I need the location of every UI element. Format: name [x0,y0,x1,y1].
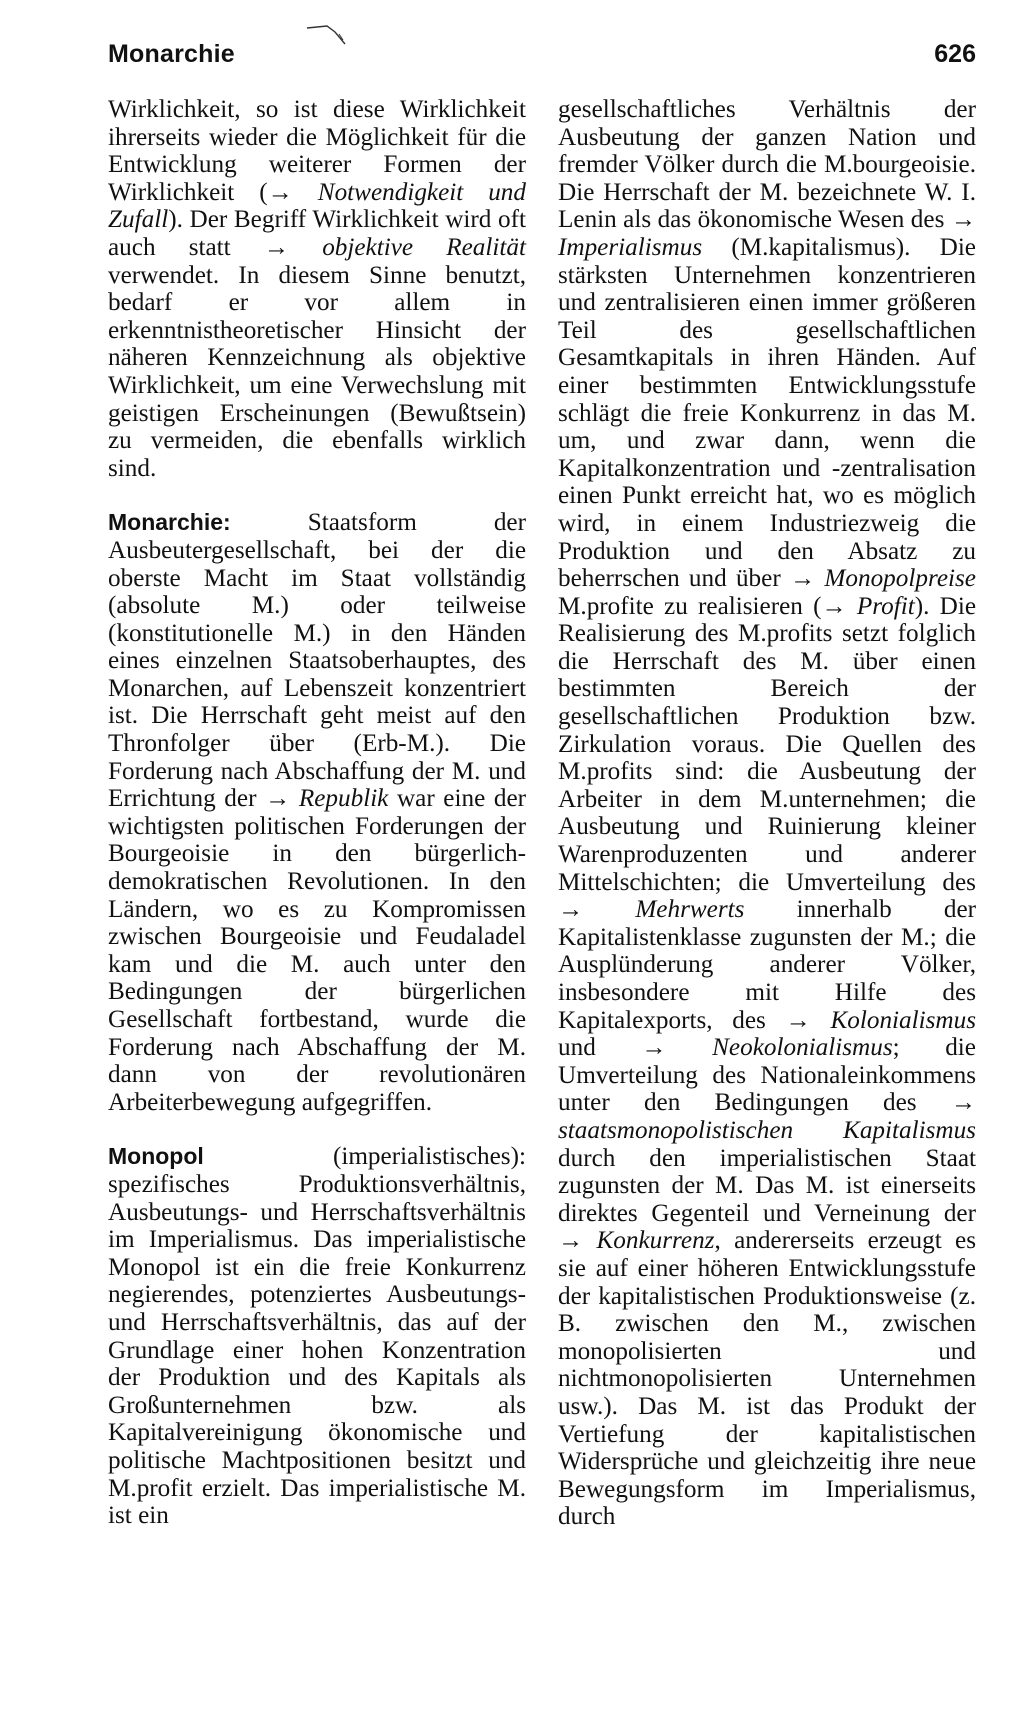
entry-text: ). Die Realisierung des M.profits setzt folglich die Herrschaft des M. über einen bestimmten Bereich der gesellschaftlichen Produktion bzw. Zirkulation voraus. Die Quellen des M.profits sind: die Ausbeutung der Arbeiter in dem M.unternehmen; die Ausbeutung und Ruinierung kleiner Warenproduzenten und anderer Mittelschichten; die Umverteilung des [558,592,977,896]
cross-reference: Kolonialismus [830,1006,977,1034]
arrow-icon: → [267,178,293,206]
cross-reference: Neokolonialismus [712,1034,893,1062]
entry-text: innerhalb der Kapitalistenklasse zugunsten der M.; die Ausplünderung anderer Völker, insbesondere mit Hilfe des Kapitalexports, des [558,896,977,1034]
cross-reference: staatsmonopolistischen Kapitalismus [558,1116,976,1144]
entry-text: war eine der wichtigsten politischen Forderungen der Bourgeoisie in den bürgerlich-demokratischen Revolutionen. In den Ländern, wo es zu Kompromissen zwischen Bourgeoisie und Feudaladel kam und die M. auch unter den Bedingungen der bürgerlichen Gesellschaft fortbestand, wurde die Forderung nach Abschaffung der M. dann von der revolutionären Arbeiterbewegung aufgegriffen. [108,785,527,1116]
cross-reference: Monopolpreise [824,565,976,593]
cross-reference: Profit [856,592,915,620]
arrow-icon: → [558,896,584,924]
cross-reference: objektive Realität [322,233,526,261]
cross-reference: Notwendigkeit und Zufall [108,178,526,234]
cross-reference: Imperialismus [558,233,703,261]
entry-text: (imperialistisches): spezifisches Produktionsverhältnis, Ausbeutungs- und Herrschaftsverhältnis im Imperialismus. Das imperialistische Monopol ist ein die freie Konkurrenz negierendes, potenziertes Ausbeutungs- und Herrschaftsverhältnis, das auf der Grundlage einer hohen Konzentration der Produktion und des Kapitals als Großunternehmen bzw. als Kapitalvereinigung ökonomische und politische Machtpositionen besitzt und M.profit erzielt. Das imperialistische M. ist ein [108,1143,526,1530]
entry-text: Wirklichkeit, so ist diese Wirklichkeit ihrerseits wieder die Möglichkeit für die Entwicklung weiterer Formen der Wirklichkeit ( [108,96,526,206]
entry-text: M.profite zu realisieren ( [558,592,822,620]
arrow-icon: → [641,1034,667,1062]
arrow-icon: → [558,1227,584,1255]
page-number: 626 [934,40,976,68]
entry-text: (M.kapitalismus). Die stärksten Unternehmen konzentrieren und zentralisieren einen immer größeren Teil des gesellschaftlichen Gesamtkapitals in ihren Händen. Auf einer bestimmten Entwicklungsstufe schlägt die freie Konkurrenz in das M. um, und zwar dann, wenn die Kapitalkonzentration und -zentralisation einen Punkt erreicht hat, wo es möglich wird, in einem Industriezweig die Produktion und den Absatz zu beherrschen und über [558,233,976,593]
entry-headword: Monopol [108,1143,204,1170]
left-column [108,96,526,1530]
arrow-icon: → [950,1089,976,1117]
entry-text: durch den imperialistischen Staat zugunsten der M. Das M. ist einerseits direktes Gegenteil und Verneinung der [558,1144,976,1227]
entry-headword: Monarchie: [108,509,231,536]
cross-reference: Republik [298,785,389,813]
arrow-icon: → [265,785,291,813]
entry-text: und [558,1034,642,1062]
arrow-icon: → [821,592,847,620]
entry-text: , andererseits erzeugt es sie auf einer höheren Entwicklungsstufe der kapitalistischen Produktionsweise (z. B. zwischen den M., zwischen monopolisierten und nichtmonopolisierten Unternehmen usw.). Das M. ist das Produkt der Vertiefung der kapitalistischen Widersprüche und gleichzeitig ihre neue Bewegungsform im Imperialismus, durch [558,1227,976,1531]
entry-monopol-continued [558,96,976,1531]
arrow-icon: → [785,1006,811,1034]
arrow-icon: → [789,565,816,593]
entry-text: ; die Umverteilung des Nationaleinkommens unter den Bedingungen des [558,1034,976,1117]
arrow-icon: → [950,206,976,234]
entry-monopol [108,1143,526,1529]
entry-text: gesellschaftliches Verhältnis der Ausbeutung der ganzen Nation und fremder Völker durch die M.bourgeoisie. Die Herrschaft der M. bezeichnete W. I. Lenin als das ökonomische Wesen des [558,96,976,234]
cross-reference: Mehrwerts [635,896,745,924]
running-head: Monarchie [108,40,235,68]
arrow-icon: → [263,233,290,261]
entry-text: Staatsform der Ausbeutergesellschaft, bei der die oberste Macht im Staat vollständig (absolute M.) oder teilweise (konstitutionelle M.) in den Händen eines einzelnen Staatsoberhauptes, des Monarchen, auf Lebenszeit konzentriert ist. Die Herrschaft geht meist auf den Thronfolger über (Erb-M.). Die Forderung nach Abschaffung der M. und Errichtung der [108,509,526,813]
right-column [558,96,976,1531]
entry-continuation [108,96,526,482]
scan-mark [305,22,355,52]
entry-text: verwendet. In diesem Sinne benutzt, bedarf er vor allem in erkenntnistheoretischer Hinsicht der näheren Kennzeichnung als objektive Wirklichkeit, um eine Verwechslung mit geistigen Erscheinungen (Bewußtsein) zu vermeiden, die ebenfalls wirklich sind. [108,261,526,482]
entry-monarchie [108,509,526,1116]
entry-text: ). Der Begriff Wirklichkeit wird oft auch statt [108,206,526,261]
cross-reference: Konkurrenz [596,1227,715,1255]
